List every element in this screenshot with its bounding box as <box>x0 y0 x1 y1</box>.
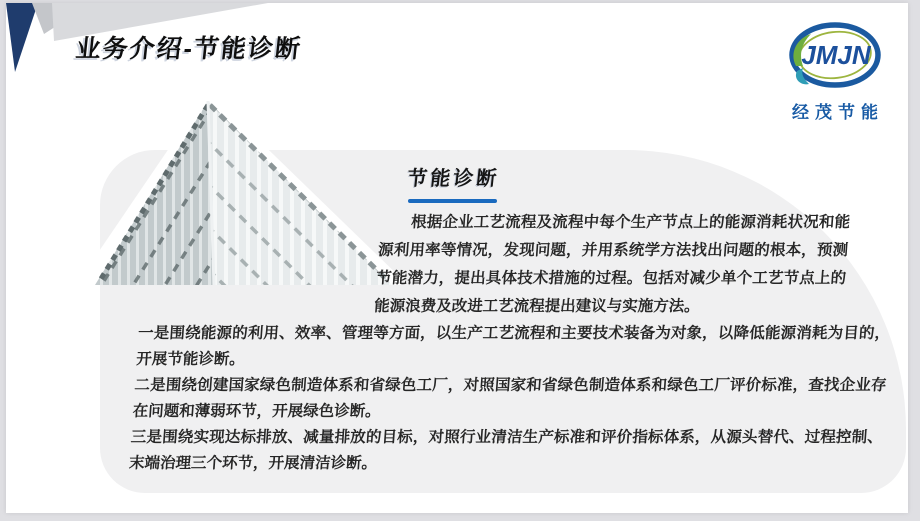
bullet-paragraph-3: 三是围绕实现达标排放、减量排放的目标，对照行业清洁生产标准和评价指标体系，从源头替代、过程控制、末端治理三个环节，开展清洁诊断。 <box>128 429 884 472</box>
bullet-paragraph-1: 一是围绕能源的利用、效率、管理等方面，以生产工艺流程和主要技术装备为对象，以降低能源消耗为目的，开展节能诊断。 <box>135 325 891 368</box>
logo-jmjn-text: JMJN <box>801 40 871 70</box>
heading-underline <box>408 199 497 203</box>
logo-emblem-icon <box>780 19 890 91</box>
card-heading: 节能诊断 <box>406 168 501 190</box>
bullet-paragraph-2: 二是围绕创建国家绿色制造体系和省绿色工厂，对照国家和省绿色制造体系和绿色工厂评价标准，查找企业存在问题和薄弱环节，开展绿色诊断。 <box>132 377 888 420</box>
page-title: 业务介绍-节能诊断 <box>74 35 304 63</box>
bullet-list <box>128 321 891 477</box>
company-logo <box>774 19 896 123</box>
building-photo <box>86 95 402 285</box>
card-intro-paragraph: 根据企业工艺流程及流程中每个生产节点上的能源消耗状况和能源利用率等情况，发现问题，并用系统学方法找出问题的根本，预测节能潜力，提出具体技术措施的过程。包括对减少单个工艺节点上的能源浪费及改进工艺流程提出建议与实施方法。 <box>373 214 851 315</box>
decor-triangle-navy <box>6 3 38 72</box>
logo-company-name: 经茂节能 <box>792 103 884 122</box>
presentation-slide <box>6 3 908 513</box>
